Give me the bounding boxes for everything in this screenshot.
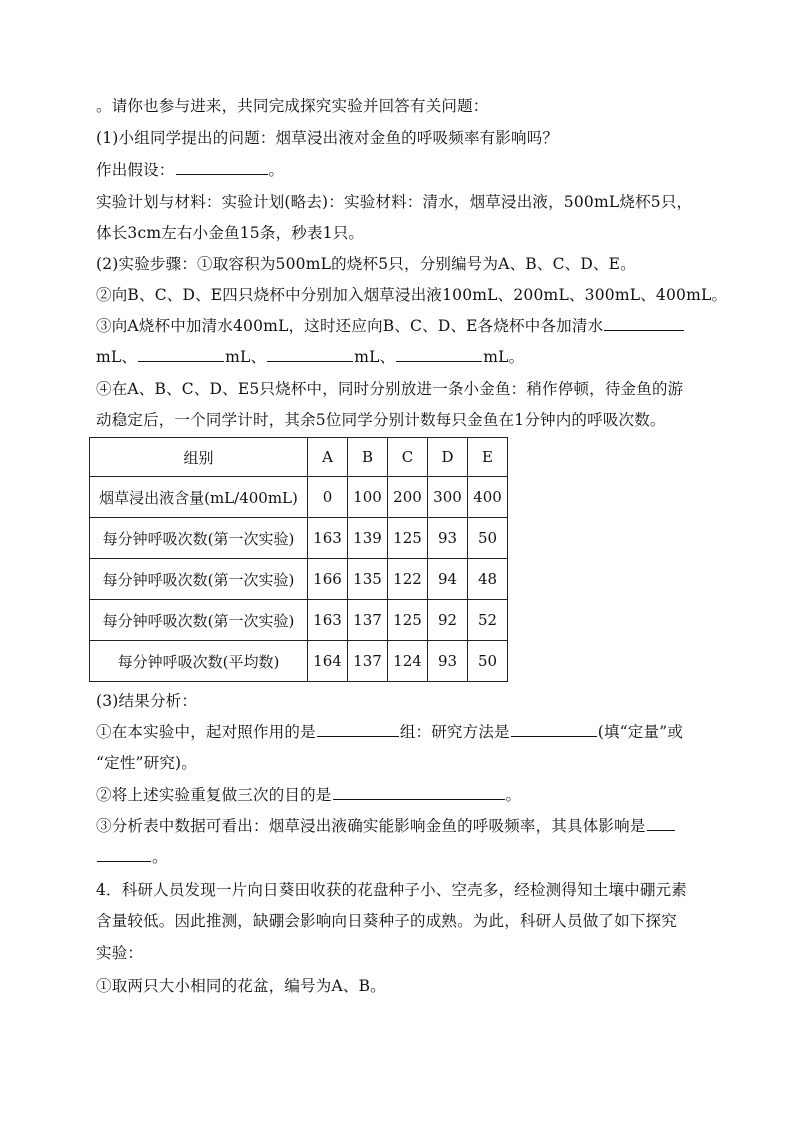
table-cell: 93 — [428, 641, 468, 682]
header-cell: 组别 — [90, 438, 308, 477]
analysis-3-line-1 — [96, 816, 676, 836]
table-cell: 125 — [388, 518, 428, 559]
question-4-line-3: 实验： — [96, 944, 144, 962]
table-cell: 124 — [388, 641, 428, 682]
water-blank-d[interactable] — [267, 347, 353, 362]
table-cell: 300 — [428, 477, 468, 518]
analysis-3-text: ③分析表中数据可看出：烟草浸出液确实能影响金鱼的呼吸频率，其具体影响是 — [96, 817, 646, 835]
step-3-text: ③向A烧杯中加清水400mL，这时还应向B、C、D、E各烧杯中各加清水 — [96, 317, 604, 335]
table-cell: 400 — [468, 477, 508, 518]
control-group-blank[interactable] — [317, 722, 399, 737]
table-cell: 94 — [428, 559, 468, 600]
header-cell: A — [308, 438, 348, 477]
table-cell: 100 — [348, 477, 388, 518]
header-cell: D — [428, 438, 468, 477]
table-cell: 139 — [348, 518, 388, 559]
table-cell: 166 — [308, 559, 348, 600]
header-cell: E — [468, 438, 508, 477]
table-cell: 93 — [428, 518, 468, 559]
table-header-row — [90, 438, 508, 477]
unit-text: mL、 — [96, 348, 138, 366]
step-3-line-2 — [96, 347, 524, 367]
table-cell: 92 — [428, 600, 468, 641]
row-label: 每分钟呼吸次数(第一次实验) — [90, 600, 308, 641]
row-label: 每分钟呼吸次数(第一次实验) — [90, 518, 308, 559]
table-cell: 125 — [388, 600, 428, 641]
step-4-line-1: ④在A、B、C、D、E5只烧杯中，同时分别放进一条小金鱼：稍作停顿，待金鱼的游 — [96, 380, 684, 398]
method-blank[interactable] — [511, 722, 597, 737]
table-cell: 52 — [468, 600, 508, 641]
analysis-2-text: ②将上述实验重复做三次的目的是 — [96, 786, 332, 804]
table-cell: 0 — [308, 477, 348, 518]
table-cell: 135 — [348, 559, 388, 600]
table-cell: 137 — [348, 600, 388, 641]
table-cell: 163 — [308, 518, 348, 559]
plan-line-2: 体长3cm左右小金鱼15条，秒表1只。 — [96, 224, 365, 242]
analysis-1-mid: 组：研究方法是 — [399, 723, 510, 741]
table-cell: 200 — [388, 477, 428, 518]
purpose-blank[interactable] — [333, 785, 505, 800]
hypothesis-label: 作出假设： — [96, 161, 175, 179]
analysis-1-line-2: “定性”研究)。 — [96, 754, 197, 772]
analysis-1-line-1 — [96, 722, 683, 742]
unit-text: mL、 — [354, 348, 396, 366]
plan-line-1: 实验计划与材料：实验计划(略去)：实验材料：清水，烟草浸出液，500mL烧杯5只， — [96, 193, 693, 211]
hypothesis-suffix: 。 — [268, 161, 285, 179]
unit-text: mL。 — [483, 348, 525, 366]
row-label: 每分钟呼吸次数(第一次实验) — [90, 559, 308, 600]
step-4-line-2: 动稳定后，一个同学计时，其余5位同学分别计数每只金鱼在1分钟内的呼吸次数。 — [96, 411, 666, 429]
results-table — [89, 437, 508, 682]
intro-text: 。请你也参与进来，共同完成探究实验并回答有关问题： — [96, 97, 489, 115]
table-cell: 50 — [468, 641, 508, 682]
table-cell: 122 — [388, 559, 428, 600]
step-1: (2)实验步骤：①取容积为500mL的烧杯5只，分别编号为A、B、C、D、E。 — [96, 255, 636, 273]
analysis-2 — [96, 785, 521, 805]
table-cell: 163 — [308, 600, 348, 641]
effect-blank-start[interactable] — [647, 816, 675, 831]
question-4-line-2: 含量较低。因此推测，缺硼会影响向日葵种子的成熟。为此，科研人员做了如下探究 — [96, 912, 677, 930]
table-cell: 50 — [468, 518, 508, 559]
water-blank-c[interactable] — [138, 347, 224, 362]
question-4-step-1: ①取两只大小相同的花盆，编号为A、B。 — [96, 977, 386, 995]
table-cell: 137 — [348, 641, 388, 682]
table-row — [90, 641, 508, 682]
table-row — [90, 477, 508, 518]
hypothesis-line — [96, 160, 284, 180]
unit-text: mL、 — [225, 348, 267, 366]
analysis-3-suffix: 。 — [152, 848, 168, 866]
table-row — [90, 559, 508, 600]
analysis-1-suffix: (填“定量”或 — [597, 723, 684, 741]
question-1: (1)小组同学提出的问题：烟草浸出液对金鱼的呼吸频率有影响吗？ — [96, 129, 559, 147]
step-3-line-1 — [96, 316, 685, 336]
analysis-1-text: ①在本实验中，起对照作用的是 — [96, 723, 316, 741]
analysis-3-line-2 — [96, 847, 168, 867]
water-blank-e[interactable] — [396, 347, 482, 362]
water-blank-b[interactable] — [604, 316, 684, 331]
table-row — [90, 600, 508, 641]
row-label: 每分钟呼吸次数(平均数) — [90, 641, 308, 682]
table-row — [90, 518, 508, 559]
header-cell: B — [348, 438, 388, 477]
header-cell: C — [388, 438, 428, 477]
row-label: 烟草浸出液含量(mL/400mL) — [90, 477, 308, 518]
question-4-line-1: 4．科研人员发现一片向日葵田收获的花盘种子小、空壳多，经检测得知土壤中硼元素 — [96, 881, 687, 899]
analysis-title: (3)结果分析： — [96, 692, 198, 710]
step-2: ②向B、C、D、E四只烧杯中分别加入烟草浸出液100mL、200mL、300mL、400mL。 — [96, 286, 728, 304]
table-cell: 164 — [308, 641, 348, 682]
effect-blank-end[interactable] — [97, 847, 151, 862]
analysis-2-suffix: 。 — [505, 786, 522, 804]
hypothesis-blank[interactable] — [176, 160, 268, 175]
table-cell: 48 — [468, 559, 508, 600]
